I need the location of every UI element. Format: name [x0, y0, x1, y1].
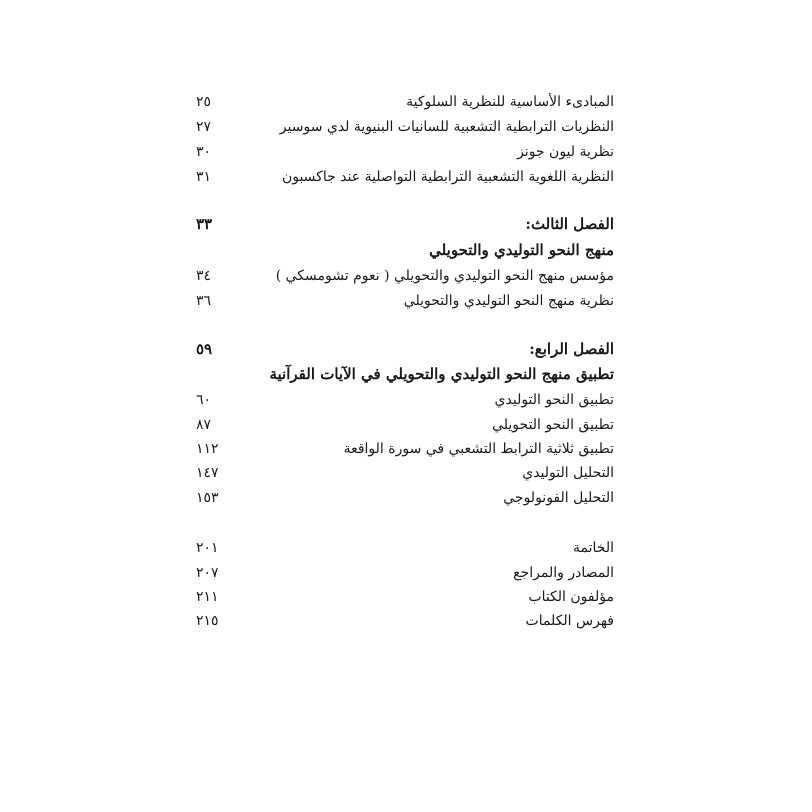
toc-entry-title: فهرس الكلمات	[525, 613, 614, 629]
toc-entry-page: ٢٠٧	[196, 565, 219, 581]
toc-entry-page: ٦٠	[196, 392, 212, 408]
toc-entry-page: ٢٠١	[196, 540, 219, 556]
toc-entry-title: المصادر والمراجع	[513, 565, 614, 581]
chapter-subtitle: تطبيق منهج النحو التوليدي والتحويلي في الآيات القرآنية	[269, 365, 614, 383]
toc-entry-page: ٢١١	[196, 589, 219, 605]
toc-entry	[196, 486, 614, 510]
toc-entry-title: الخاتمة	[573, 540, 614, 556]
toc-entry-page: ٢٧	[196, 119, 212, 135]
toc-entry	[196, 609, 614, 633]
chapter-heading	[196, 212, 614, 236]
toc-entry	[196, 461, 614, 485]
chapter-heading-page: ٥٩	[196, 340, 213, 358]
toc-entry-title: تطبيق النحو التحويلي	[492, 417, 614, 433]
toc-entry-page: ٢١٥	[196, 613, 219, 629]
toc-entry	[196, 536, 614, 560]
toc-entry-title: تطبيق ثلاثية الترابط التشعبي في سورة الواقعة	[343, 441, 614, 457]
toc-entry-page: ٣٤	[196, 268, 212, 284]
toc-entry	[196, 264, 614, 288]
toc-entry-title: نظرية منهج النحو التوليدي والتحويلي	[403, 293, 614, 309]
toc-entry-title: مؤسس منهج النحو التوليدي والتحويلي ( نعوم تشومسكي )	[275, 268, 614, 284]
toc-entry-page: ٢٥	[196, 94, 212, 110]
toc-entry-page: ٣١	[196, 169, 212, 185]
toc-entry-title: تطبيق النحو التوليدي	[494, 392, 614, 408]
toc-entry-page: ٨٧	[196, 417, 212, 433]
chapter-subtitle: منهج النحو التوليدي والتحويلي	[429, 241, 614, 259]
toc-entry	[196, 437, 614, 461]
toc-entry	[196, 165, 614, 189]
toc-entry-title: المبادىء الأساسية للنظرية السلوكية	[406, 94, 614, 110]
toc-entry	[196, 388, 614, 412]
toc-entry	[196, 140, 614, 164]
toc-entry-title: مؤلفون الكتاب	[528, 589, 614, 605]
toc-entry-title: النظرية اللغوية التشعبية الترابطية التواصلية عند جاكسبون	[281, 169, 614, 185]
toc-entry-page: ١٤٧	[196, 465, 219, 481]
toc-entry	[196, 413, 614, 437]
toc-entry	[196, 115, 614, 139]
toc-entry-page: ١١٢	[196, 441, 219, 457]
chapter-heading-title: الفصل الثالث:	[525, 215, 614, 233]
chapter-heading-page: ٣٣	[196, 215, 213, 233]
chapter-heading	[196, 337, 614, 361]
toc-entry	[196, 585, 614, 609]
toc-entry-page: ٣٠	[196, 144, 212, 160]
toc-entry-title: التحليل التوليدي	[522, 465, 614, 481]
toc-entry	[196, 561, 614, 585]
toc-entry-title: النظريات الترابطية التشعبية للسانيات البنيوية لدي سوسير	[279, 119, 614, 135]
toc-entry-title: التحليل الفونولوجي	[503, 490, 614, 506]
toc-entry	[196, 289, 614, 313]
toc-entry-page: ١٥٣	[196, 490, 219, 506]
toc-entry	[196, 90, 614, 114]
chapter-heading-title: الفصل الرابع:	[529, 340, 614, 358]
toc-entry-page: ٣٦	[196, 293, 212, 309]
toc-entry-title: نظرية ليون جونز	[517, 144, 614, 160]
